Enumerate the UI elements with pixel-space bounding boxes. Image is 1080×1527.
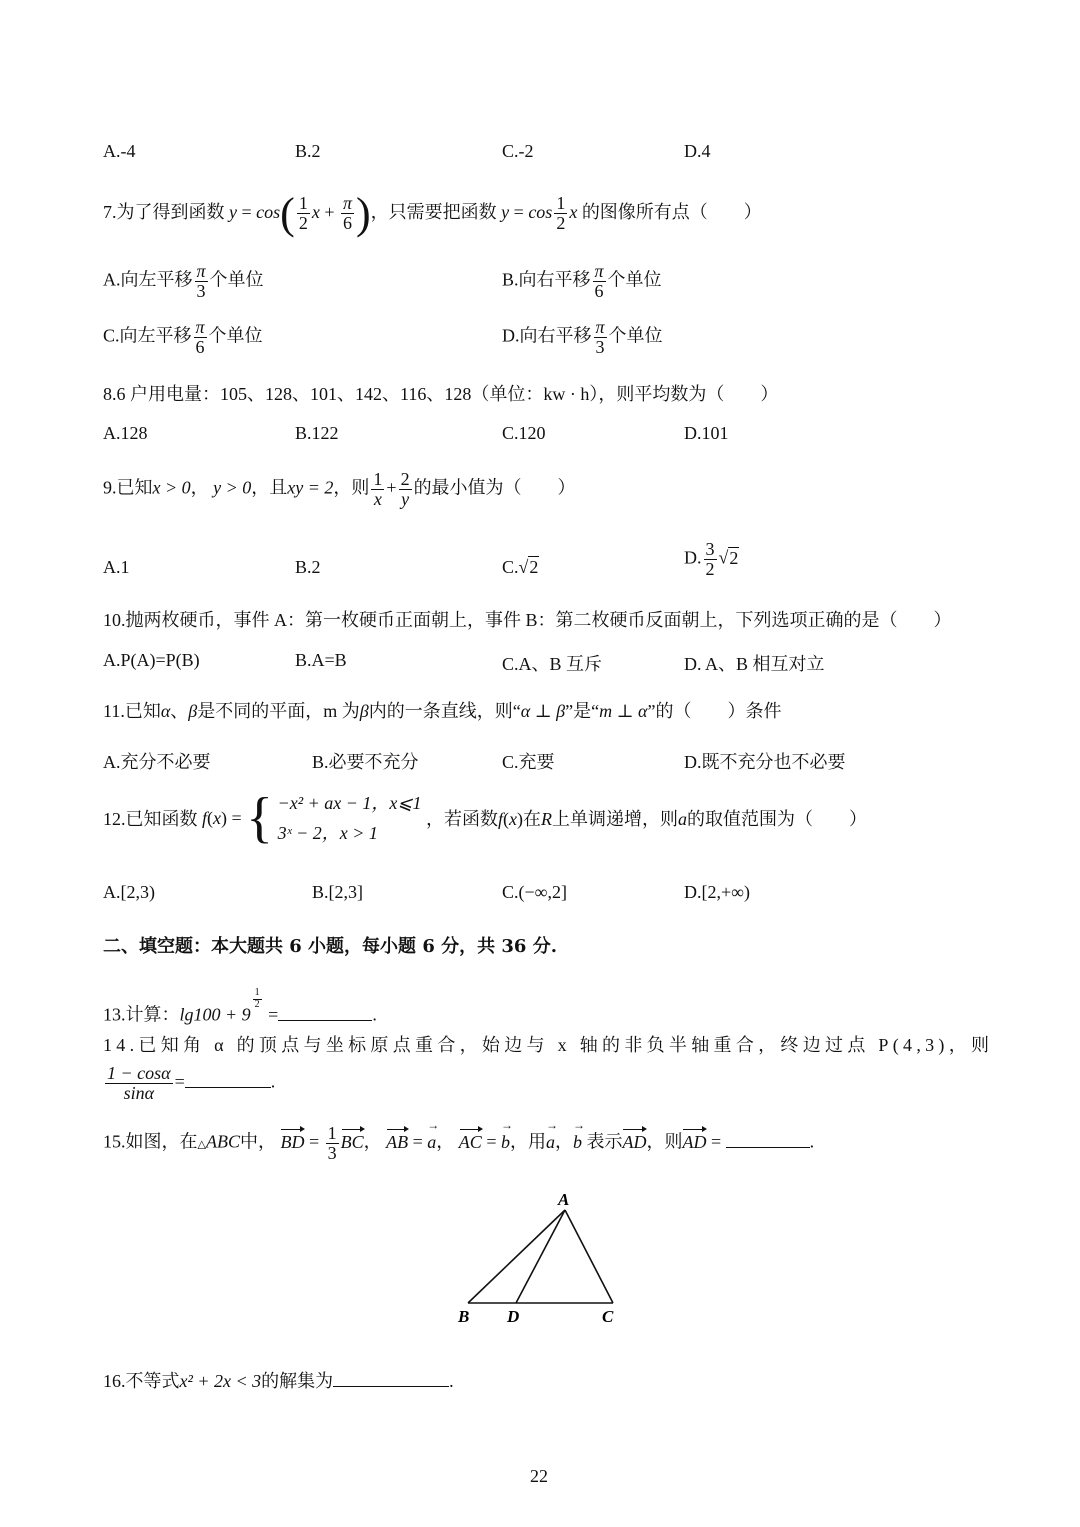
- question-13: 13.计算：lg100 + 9 $\frac{1}{2}$ = .: [103, 987, 377, 1025]
- q7-option-a: A.向左平移 $\frac{\pi}{3}$ 个单位: [103, 261, 264, 301]
- q9-option-d: D. $\frac{3}{2}$ √2: [684, 539, 739, 579]
- q7-option-b: B.向右平移 $\frac{\pi}{6}$ 个单位: [502, 261, 662, 301]
- question-14-line-2: $\frac{1 - \cos\alpha}{\sin\alpha}$ = .: [107, 1063, 276, 1103]
- q12-option-a: A.[2,3): [103, 882, 155, 902]
- q11-option-c: C.充要: [502, 752, 555, 772]
- q11-option-d: D.既不充分也不必要: [684, 752, 846, 772]
- q16-answer-blank[interactable]: [333, 1385, 449, 1387]
- q11-option-b: B.必要不充分: [312, 752, 419, 772]
- q12-option-d: D.[2,+∞): [684, 882, 750, 902]
- q7-suffix: 的图像所有点（ ）: [581, 202, 762, 222]
- q10-option-b: B.A=B: [295, 650, 347, 670]
- side-ac: [565, 1210, 613, 1303]
- q11-option-a: A.充分不必要: [103, 752, 211, 772]
- question-15: 15.如图，在△ABC中， BD = $\frac{1}{3}$ BC， AB = → a， AC = → b，用→ a，→ b 表示AD，则AD = .: [103, 1124, 814, 1163]
- label-c: C: [602, 1307, 614, 1326]
- q9-option-c: C.√2: [502, 557, 539, 577]
- question-10: 10.抛两枚硬币，事件 A：第一枚硬币正面朝上，事件 B：第二枚硬币反面朝上，下列选项正确的是（ ）: [103, 610, 952, 630]
- q7-option-d: D.向右平移 $\frac{\pi}{3}$ 个单位: [502, 317, 663, 357]
- q6-option-c: C.-2: [502, 141, 534, 161]
- q12-option-c: C.(−∞,2]: [502, 882, 567, 902]
- side-ab: [468, 1210, 565, 1303]
- triangle-figure: [452, 1184, 632, 1334]
- q10-option-a: A.P(A)=P(B): [103, 650, 200, 670]
- q8-option-a: A.128: [103, 423, 148, 443]
- label-b: B: [458, 1307, 470, 1326]
- question-14-line-1: 14.已知角 α 的顶点与坐标原点重合，始边与 x 轴的非负半轴重合，终边过点 P(4,3)，则: [103, 1035, 994, 1055]
- section-2-heading: 二、填空题：本大题共 6 小题，每小题 6 分，共 36 分.: [103, 936, 557, 957]
- q9-option-b: B.2: [295, 557, 321, 577]
- label-a: A: [558, 1190, 570, 1209]
- q8-option-d: D.101: [684, 423, 729, 443]
- q8-option-b: B.122: [295, 423, 339, 443]
- question-7: 7.为了得到函数 y = cos( $\frac{1}{2}$ x + $\frac{\pi}{6}$ )，只需要把函数 y = cos $\frac{1}{2}$ x 的图像所有点（ ）: [103, 188, 762, 238]
- question-12: 12.已知函数 f(x) = { −x² + ax − 1，x⩽1 3ˣ − 2，x > 1 ，若函数f(x)在R上单调递增，则a的取值范围为（ ）: [103, 787, 867, 849]
- label-d: D: [507, 1307, 520, 1326]
- question-11: 11.已知α、β是不同的平面，m 为β内的一条直线，则“α ⊥ β”是“m ⊥ α”的（ ）条件: [103, 701, 782, 721]
- q14-answer-blank[interactable]: [185, 1086, 271, 1088]
- q12-option-b: B.[2,3]: [312, 882, 364, 902]
- q10-option-d: D. A、B 相互对立: [684, 654, 825, 674]
- question-16: 16.不等式x² + 2x < 3的解集为 .: [103, 1371, 454, 1391]
- segment-ad: [516, 1210, 565, 1303]
- question-8: 8.6 户用电量：105、128、101、142、116、128（单位：kw · h），则平均数为（ ）: [103, 384, 779, 404]
- page-number: 22: [530, 1466, 548, 1486]
- q7-option-c: C.向左平移 $\frac{\pi}{6}$ 个单位: [103, 317, 263, 357]
- q15-answer-blank[interactable]: [726, 1146, 810, 1148]
- q8-option-c: C.120: [502, 423, 546, 443]
- q13-answer-blank[interactable]: [278, 1019, 372, 1021]
- q6-option-a: A.-4: [103, 141, 136, 161]
- question-9: 9.已知x > 0， y > 0，且xy = 2，则 $\frac{1}{x}$ + $\frac{2}{y}$ 的最小值为（ ）: [103, 469, 576, 509]
- q7-mid: ，只需要把函数: [370, 202, 497, 222]
- q6-option-d: D.4: [684, 141, 711, 161]
- q6-option-b: B.2: [295, 141, 321, 161]
- q9-option-a: A.1: [103, 557, 130, 577]
- q7-prefix: 7.为了得到函数: [103, 202, 225, 222]
- q10-option-c: C.A、B 互斥: [502, 654, 603, 674]
